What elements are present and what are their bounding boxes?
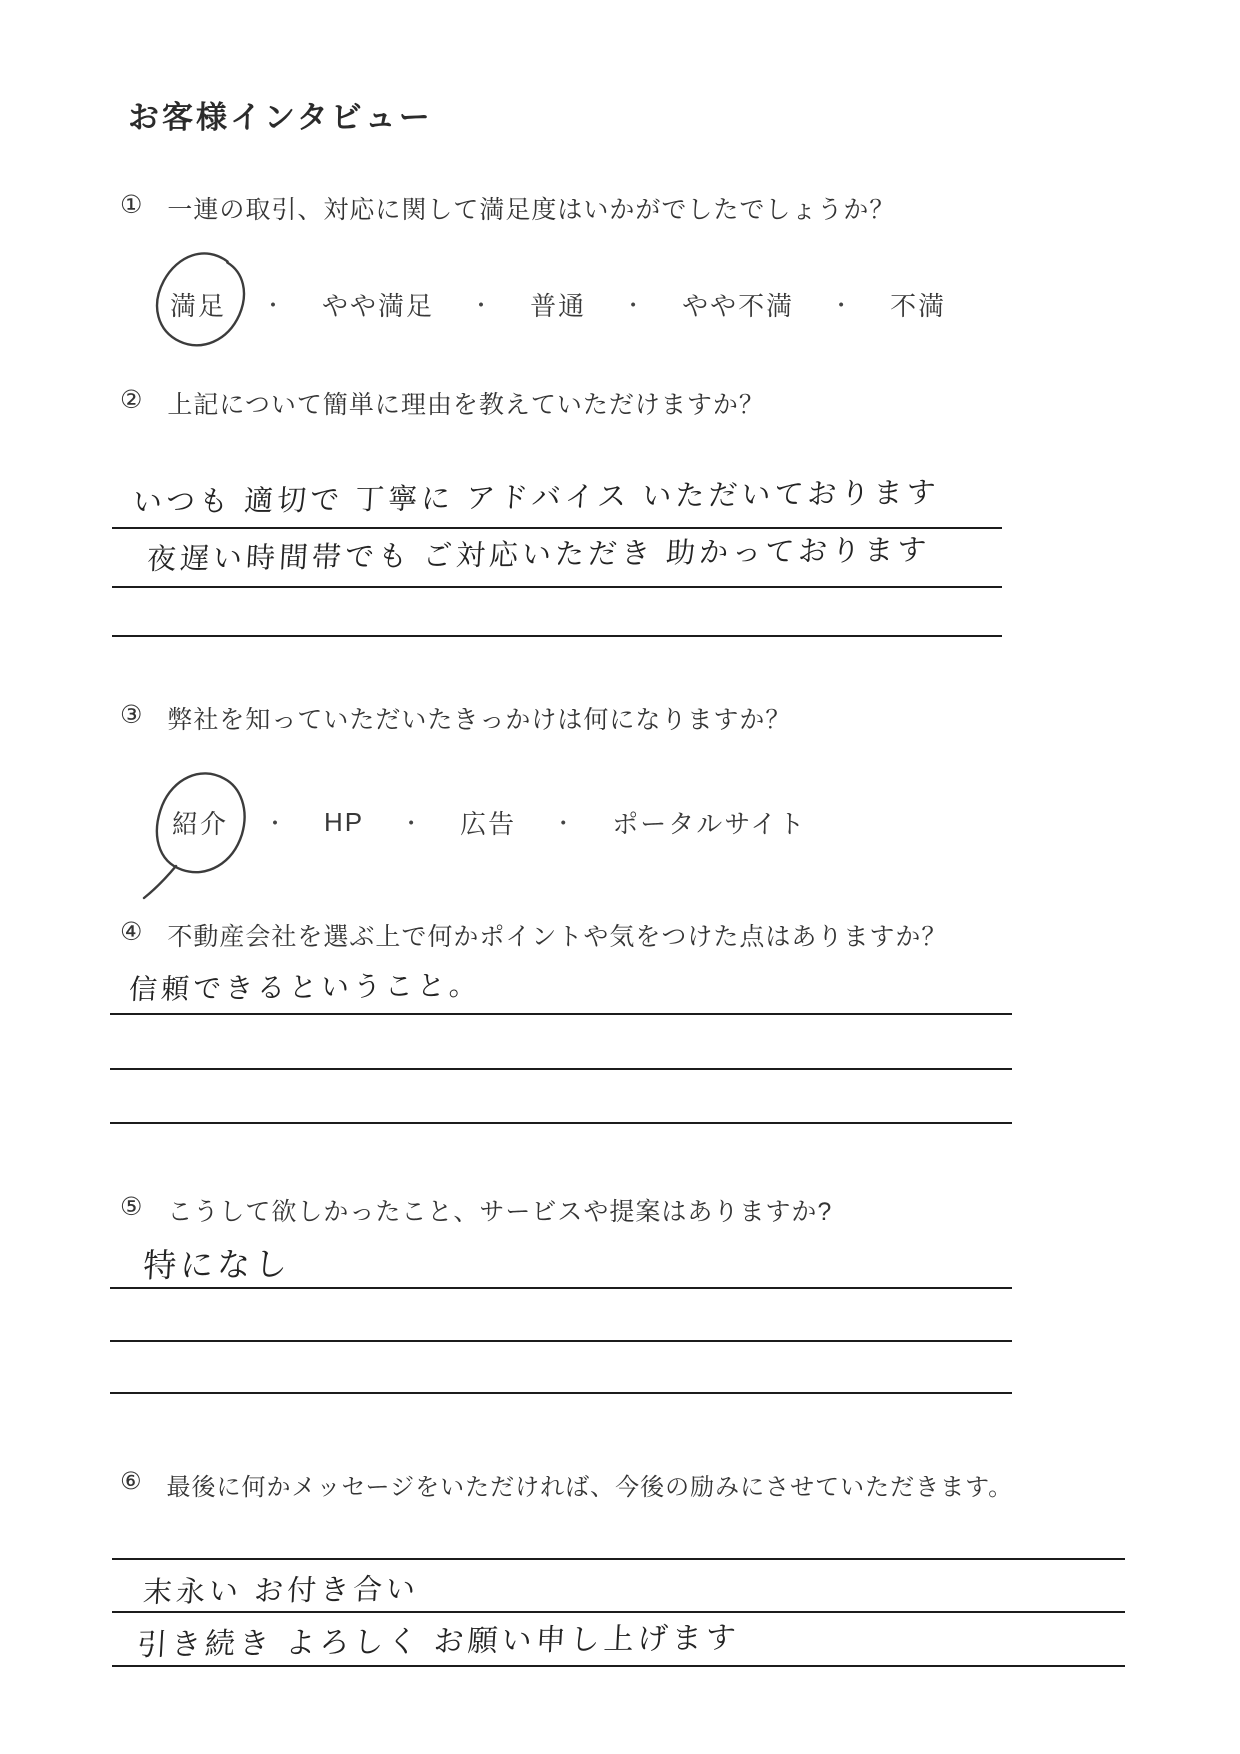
handwritten-answer: 夜遅い時間帯でも ご対応いただき 助かっております (146, 534, 932, 576)
option-hp: HP (324, 807, 365, 837)
option-separator: ・ (262, 293, 287, 318)
question-4 (120, 917, 947, 953)
answer-line (112, 1501, 1125, 1560)
question-1 (120, 190, 895, 226)
question-2-text: 上記について簡単に理由を教えていただけますか？ (167, 391, 765, 419)
option-selected: 満足 (170, 286, 226, 323)
question-3-number: ③ (120, 701, 144, 729)
answer-line (112, 578, 1002, 637)
question-6-text: 最後に何かメッセージをいただければ、今後の励みにさせていただきます。 (166, 1474, 1014, 1501)
question-2-number: ② (120, 386, 144, 414)
option-fuman: 不満 (890, 291, 947, 321)
handwritten-answer: 末永い お付き合い (142, 1573, 421, 1609)
handwritten-answer: 特になし (142, 1245, 293, 1284)
option-separator: ・ (830, 293, 855, 318)
option-futsuu: 普通 (530, 291, 587, 321)
question-6-number: ⑥ (120, 1468, 143, 1495)
question-5-number: ⑤ (120, 1193, 144, 1221)
question-5 (120, 1192, 832, 1228)
question-3 (120, 700, 791, 736)
satisfaction-options (170, 286, 946, 323)
question-6 (120, 1467, 1013, 1502)
handwritten-answer: 信頼できるということ。 (128, 969, 482, 1005)
question-2 (120, 385, 765, 421)
question-5-text: こうして欲しかったこと、サービスや提案はありますか? (167, 1198, 833, 1226)
question-4-text: 不動産会社を選ぶ上で何かポイントや気をつけた点はありますか？ (167, 923, 948, 951)
option-separator: ・ (264, 811, 289, 836)
answer-line (110, 1283, 1012, 1342)
option-yaya-fuman: やや不満 (682, 291, 795, 321)
option-selected: 紹介 (172, 804, 228, 841)
option-yaya-manzoku: やや満足 (322, 291, 435, 321)
option-koukoku: 広告 (460, 809, 517, 839)
question-3-text: 弊社を知っていただいたきっかけは何になりますか？ (167, 706, 792, 734)
answer-line (110, 1065, 1012, 1124)
answer-line (110, 1335, 1012, 1394)
handwritten-answer: いつも 適切で 丁寧に アドバイス いただいております (132, 477, 941, 519)
page-title: お客様インタビュー (128, 100, 433, 135)
question-1-text: 一連の取引、対応に関して満足度はいかがでしたでしょうか？ (167, 196, 896, 224)
option-separator: ・ (470, 293, 495, 318)
option-separator: ・ (552, 811, 577, 836)
handwritten-answer: 引き続き よろしく お願い申し上げます (136, 1621, 741, 1662)
question-1-number: ① (120, 191, 144, 219)
question-4-number: ④ (120, 918, 144, 946)
answer-line (110, 1011, 1012, 1070)
option-separator: ・ (400, 811, 425, 836)
option-separator: ・ (622, 293, 647, 318)
option-portal-site: ポータルサイト (612, 809, 807, 839)
referral-options (172, 804, 806, 841)
